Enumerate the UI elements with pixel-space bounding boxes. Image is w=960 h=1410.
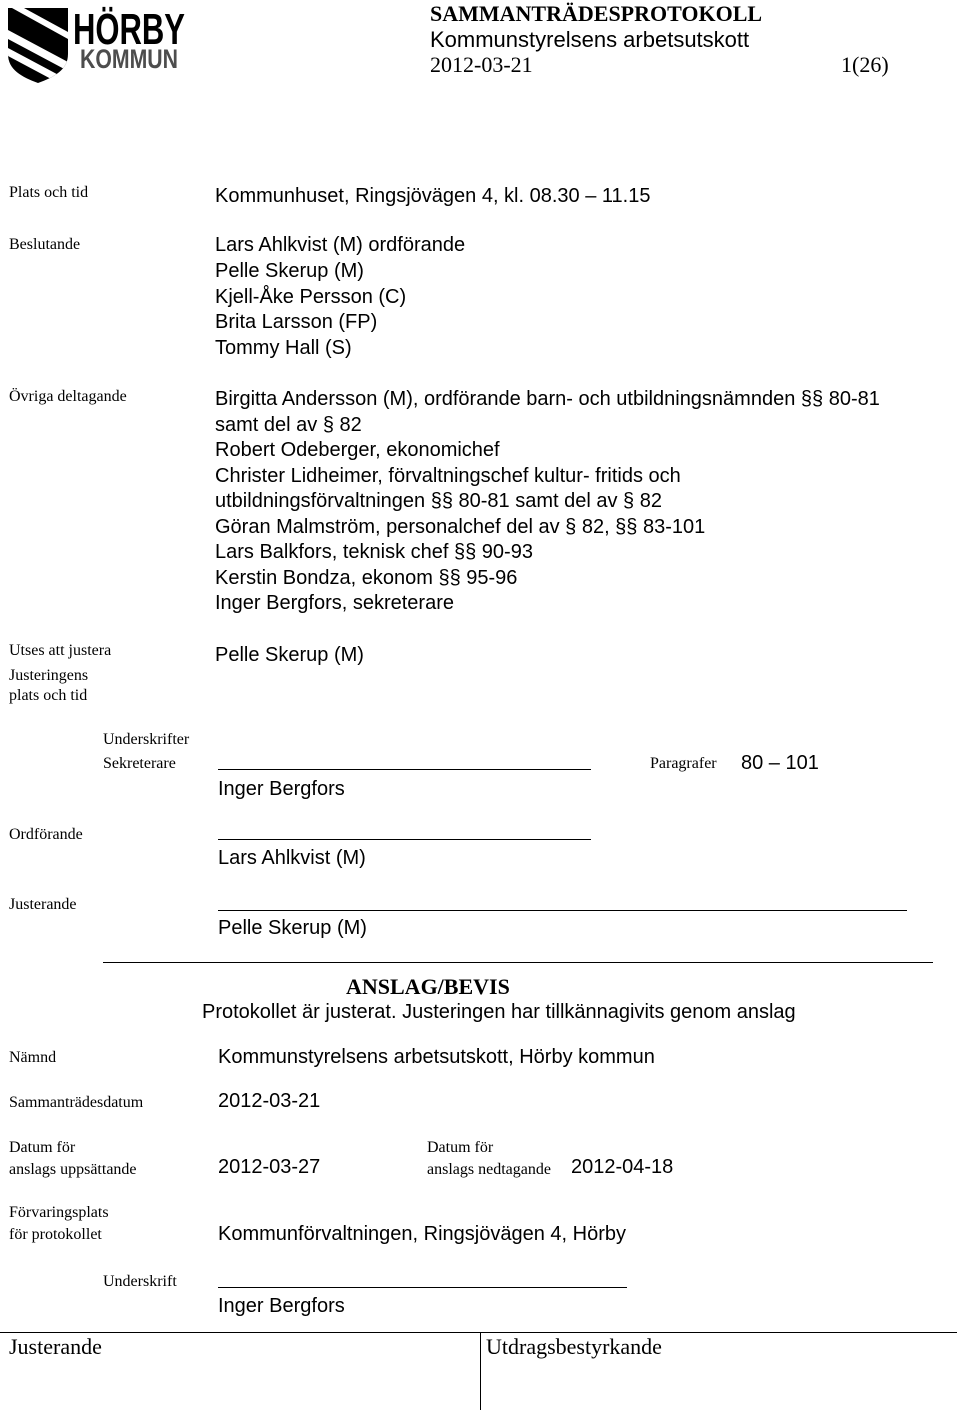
board-label: Nämnd (9, 1049, 57, 1066)
meeting-date: 2012-03-21 (430, 52, 533, 77)
decision-maker-item: Brita Larsson (FP) (215, 311, 378, 334)
municipality-logo (0, 0, 192, 86)
document-title: SAMMANTRÄDESPROTOKOLL (430, 1, 763, 26)
label-line: Justeringens (9, 667, 89, 684)
paragraphs-label: Paragrafer (650, 755, 717, 772)
other-participants-list (215, 387, 880, 617)
participant-item: Kerstin Bondza, ekonom §§ 95-96 (215, 566, 518, 589)
secretary-name: Inger Bergfors (218, 778, 345, 800)
participant-item: Christer Lidheimer, förvaltningschef kultur- fritids och (215, 464, 681, 487)
participant-item: Robert Odeberger, ekonomichef (215, 439, 500, 461)
meeting-date-label: Sammanträdesdatum (9, 1094, 144, 1111)
footer-adjuster-label: Justerande (9, 1334, 102, 1359)
label-line: Förvaringsplats (9, 1204, 109, 1221)
participant-item: Inger Bergfors, sekreterare (215, 592, 454, 614)
participant-item: Lars Balkfors, teknisk chef §§ 90-93 (215, 541, 533, 563)
footer-certification-label: Utdragsbestyrkande (486, 1334, 662, 1359)
removed-date-label (427, 1137, 551, 1181)
section-divider (103, 962, 933, 963)
secretary-signature-line (218, 769, 591, 770)
notice-signature-line (218, 1287, 627, 1288)
label-line: för protokollet (9, 1226, 102, 1243)
paragraphs-value: 80 – 101 (741, 752, 819, 774)
logo-wordmark: HÖRBY (73, 5, 185, 54)
footer-rule (0, 1332, 957, 1333)
chair-signature-line (218, 839, 591, 840)
footer-divider (480, 1332, 481, 1410)
adjuster-label: Utses att justera (9, 642, 112, 659)
adjuster-value: Pelle Skerup (M) (215, 644, 364, 666)
removed-date-value: 2012-04-18 (571, 1156, 674, 1178)
label-line: plats och tid (9, 687, 88, 704)
label-line: anslags uppsättande (9, 1161, 137, 1178)
label-line: anslags nedtagande (427, 1161, 551, 1178)
adjuster-signature-label: Justerande (9, 896, 77, 913)
adjuster-signature-name: Pelle Skerup (M) (218, 917, 367, 939)
notice-title: ANSLAG/BEVIS (346, 974, 510, 999)
place-time-label: Plats och tid (9, 184, 89, 201)
other-participants-label: Övriga deltagande (9, 388, 127, 405)
posted-date-label (9, 1137, 137, 1181)
committee-name: Kommunstyrelsens arbetsutskott (430, 27, 750, 52)
notice-signature-name: Inger Bergfors (218, 1295, 345, 1317)
adjustment-place-label (9, 666, 88, 706)
participant-item: Göran Malmström, personalchef del av § 82, §§ 83-101 (215, 515, 706, 538)
coat-of-arms-icon (8, 8, 68, 86)
adjuster-signature-line (218, 910, 907, 911)
participant-item: Birgitta Andersson (M), ordförande barn- och utbildningsnämnden §§ 80-81 (215, 388, 880, 410)
notice-signature-label: Underskrift (103, 1273, 177, 1290)
decision-maker-item: Lars Ahlkvist (M) ordförande (215, 234, 466, 256)
decision-makers-label: Beslutande (9, 236, 81, 253)
place-time-value: Kommunhuset, Ringsjövägen 4, kl. 08.30 – 11.15 (215, 185, 651, 207)
participant-item: utbildningsförvaltningen §§ 80-81 samt del av § 82 (215, 490, 662, 512)
secretary-label: Sekreterare (103, 755, 176, 772)
label-line: Datum för (9, 1139, 76, 1156)
decision-maker-item: Kjell-Åke Persson (C) (215, 285, 407, 308)
decision-maker-item: Tommy Hall (S) (215, 337, 352, 359)
board-value: Kommunstyrelsens arbetsutskott, Hörby kommun (218, 1046, 655, 1068)
posted-date-value: 2012-03-27 (218, 1156, 321, 1178)
notice-statement: Protokollet är justerat. Justeringen har tillkännagivits genom anslag (202, 1001, 796, 1023)
storage-value: Kommunförvaltningen, Ringsjövägen 4, Hörby (218, 1223, 626, 1245)
signatures-heading: Underskrifter (103, 731, 190, 748)
decision-maker-item: Pelle Skerup (M) (215, 259, 364, 282)
storage-label (9, 1202, 109, 1246)
meeting-date-value: 2012-03-21 (218, 1090, 321, 1112)
page-number: 1(26) (841, 52, 889, 77)
participant-item: samt del av § 82 (215, 413, 362, 436)
chair-label: Ordförande (9, 826, 83, 843)
logo-subtitle: KOMMUN (80, 44, 178, 74)
label-line: Datum för (427, 1139, 494, 1156)
decision-makers-list (215, 233, 465, 362)
chair-name: Lars Ahlkvist (M) (218, 847, 366, 869)
